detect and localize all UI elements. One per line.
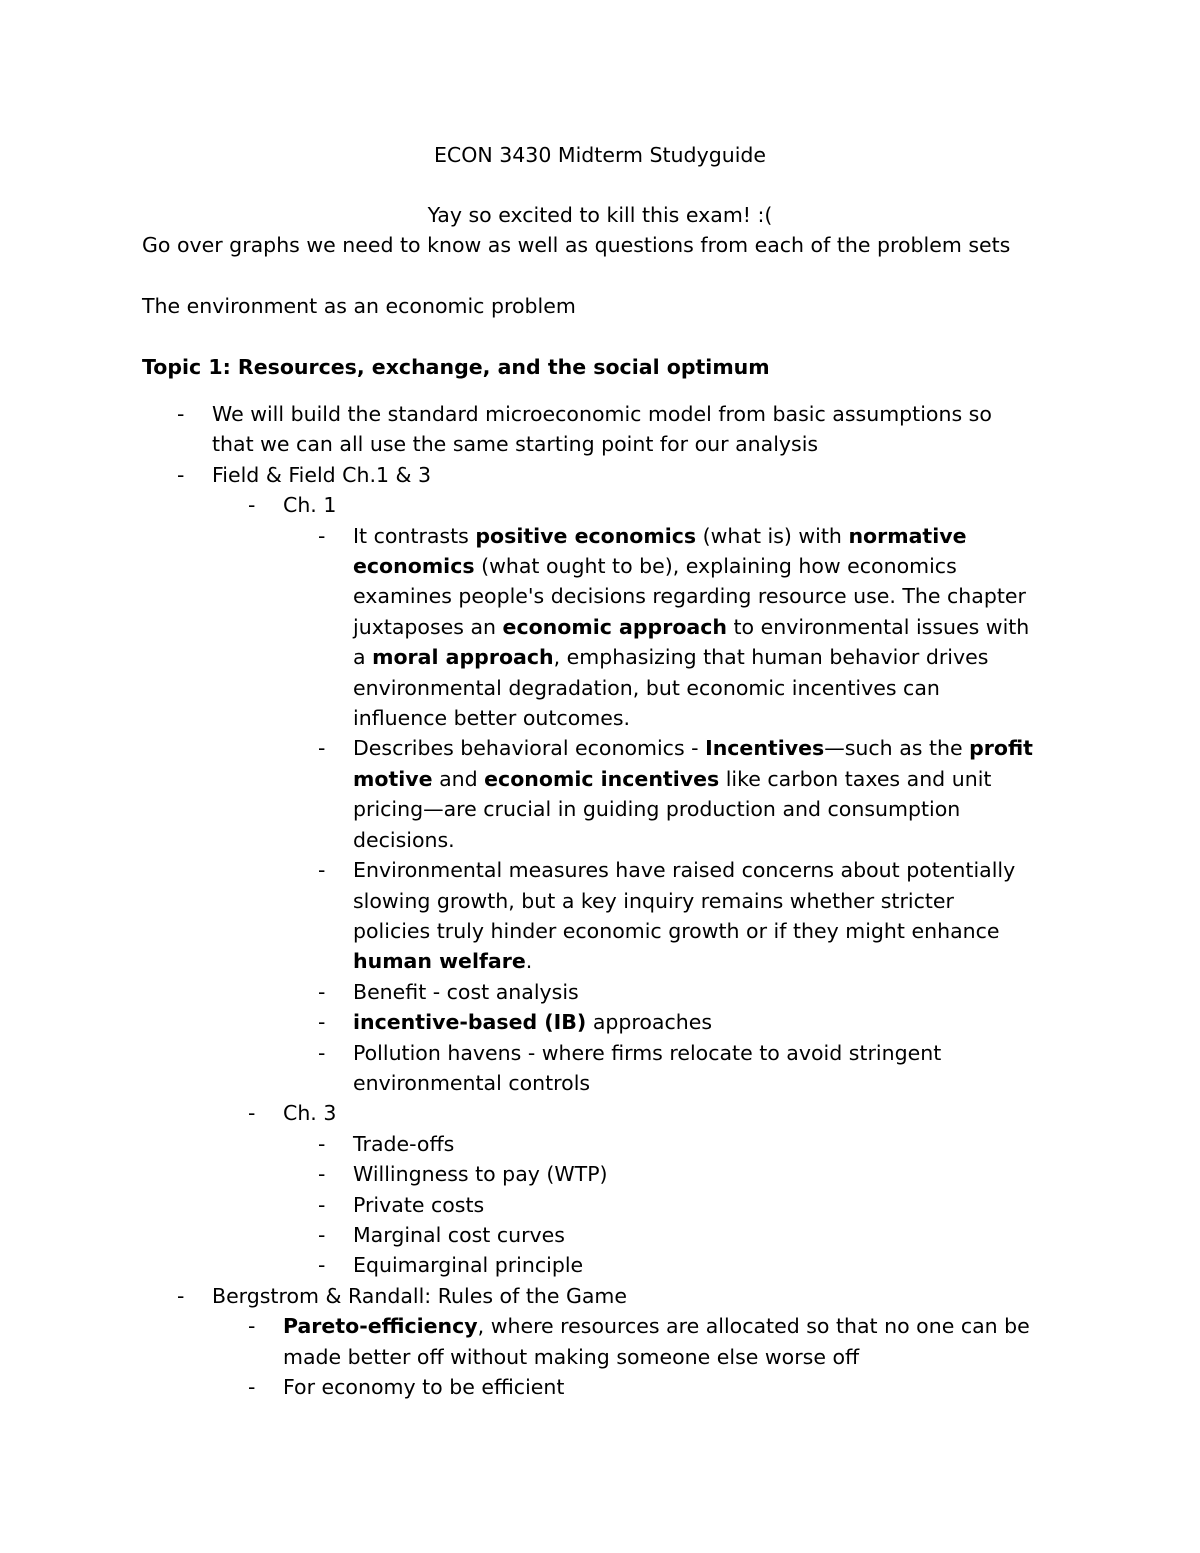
text-run: like carbon taxes and unit bbox=[719, 766, 992, 791]
bullet-dash: - bbox=[177, 462, 185, 487]
bullet-dash: - bbox=[248, 493, 256, 518]
list-item bbox=[0, 1372, 1200, 1402]
list-item-text: decisions. bbox=[353, 827, 455, 852]
text-run: , where resources are allocated so that no one can be bbox=[477, 1314, 1030, 1339]
bullet-dash: - bbox=[318, 1253, 326, 1278]
text-run: and bbox=[432, 766, 485, 791]
list-item bbox=[0, 1311, 1200, 1372]
bold-term: incentive-based (IB) bbox=[353, 1010, 587, 1035]
text-run: (what is) with bbox=[696, 523, 849, 548]
bullet-dash: - bbox=[318, 1010, 326, 1035]
list-item-text: examines people's decisions regarding resource use. The chapter bbox=[353, 584, 1026, 609]
list-item bbox=[0, 521, 1200, 734]
bold-term: Incentives bbox=[705, 736, 825, 761]
bold-term: moral approach bbox=[372, 645, 554, 670]
list-item bbox=[0, 977, 1200, 1007]
list-item bbox=[0, 1220, 1200, 1250]
intro-line: Yay so excited to kill this exam! :( bbox=[427, 203, 773, 227]
list-item-text: pricing—are crucial in guiding production and consumption bbox=[353, 797, 961, 822]
list-item-text: environmental controls bbox=[353, 1070, 591, 1095]
bold-term: positive economics bbox=[475, 523, 697, 548]
bold-term: motive bbox=[353, 766, 433, 791]
list-item bbox=[0, 1281, 1200, 1311]
bold-term: economics bbox=[353, 554, 475, 579]
list-item bbox=[0, 855, 1200, 977]
text-run: . bbox=[525, 949, 533, 974]
list-item-text: Private costs bbox=[353, 1192, 485, 1217]
list-item-text bbox=[353, 521, 1200, 551]
bold-term: normative bbox=[848, 523, 967, 548]
bullet-dash: - bbox=[318, 1192, 326, 1217]
list-item bbox=[0, 1129, 1200, 1159]
list-item-text: Bergstrom & Randall: Rules of the Game bbox=[212, 1283, 628, 1308]
bullet-dash: - bbox=[318, 523, 326, 548]
list-item-text: Trade-offs bbox=[353, 1131, 455, 1156]
bold-term: economic incentives bbox=[484, 766, 720, 791]
bullet-dash: - bbox=[177, 402, 185, 426]
list-item-text: Pollution havens - where firms relocate to avoid stringent bbox=[353, 1040, 942, 1065]
list-item-text: Equimarginal principle bbox=[353, 1253, 584, 1278]
list-item bbox=[0, 733, 1200, 855]
text-run: juxtaposes an bbox=[353, 614, 503, 639]
bold-term: human welfare bbox=[353, 949, 526, 974]
list-item-text: Marginal cost curves bbox=[353, 1222, 565, 1247]
intro-line: Go over graphs we need to know as well as questions from each of the problem sets bbox=[142, 233, 1011, 257]
list-item bbox=[0, 460, 1200, 490]
text-run: It contrasts bbox=[353, 523, 476, 548]
text-run: —such as the bbox=[824, 736, 970, 761]
bullet-dash: - bbox=[318, 1222, 326, 1247]
bullet-dash: - bbox=[248, 1314, 256, 1339]
list-item-text: Environmental measures have raised concerns about potentially bbox=[353, 858, 1016, 883]
list-item-text bbox=[353, 551, 1200, 581]
list-item bbox=[0, 1098, 1200, 1128]
list-item bbox=[0, 1159, 1200, 1189]
list-item-text bbox=[353, 764, 1200, 794]
list-item-text bbox=[353, 946, 1200, 976]
list-item-text: that we can all use the same starting point for our analysis bbox=[212, 432, 819, 457]
text-run: , emphasizing that human behavior drives bbox=[553, 645, 989, 670]
list-item-text: Willingness to pay (WTP) bbox=[353, 1162, 608, 1187]
list-item bbox=[0, 1190, 1200, 1220]
bullet-dash: - bbox=[248, 1375, 256, 1399]
text-run: approaches bbox=[586, 1010, 713, 1035]
document-title: ECON 3430 Midterm Studyguide bbox=[433, 143, 767, 167]
text-run: Describes behavioral economics - bbox=[353, 736, 706, 761]
bullet-dash: - bbox=[177, 1283, 185, 1308]
list-item-text bbox=[353, 733, 1200, 763]
list-item-text bbox=[353, 642, 1200, 672]
list-item bbox=[0, 1038, 1200, 1099]
list-item-text bbox=[283, 1311, 1200, 1341]
list-item-text: policies truly hinder economic growth or if they might enhance bbox=[353, 918, 1000, 943]
text-run: (what ought to be), explaining how economics bbox=[474, 554, 957, 579]
list-item-text: slowing growth, but a key inquiry remains whether stricter bbox=[353, 888, 954, 913]
bullet-dash: - bbox=[318, 1040, 326, 1065]
text-run: to environmental issues with bbox=[727, 614, 1030, 639]
topic-heading: Topic 1: Resources, exchange, and the social optimum bbox=[142, 355, 770, 379]
list-item bbox=[0, 1007, 1200, 1037]
list-item-text: Ch. 1 bbox=[283, 493, 337, 518]
bullet-dash: - bbox=[318, 979, 326, 1004]
list-item-text: For economy to be efficient bbox=[283, 1375, 565, 1399]
bullet-dash: - bbox=[318, 1162, 326, 1187]
list-item-text: Field & Field Ch.1 & 3 bbox=[212, 462, 432, 487]
list-item-text bbox=[353, 1007, 1200, 1037]
list-item-text: made better off without making someone else worse off bbox=[283, 1344, 860, 1369]
list-item bbox=[0, 1250, 1200, 1280]
section-label: The environment as an economic problem bbox=[142, 294, 576, 318]
list-item-text bbox=[353, 612, 1200, 642]
list-item bbox=[0, 399, 1200, 460]
list-item-text: influence better outcomes. bbox=[353, 706, 631, 731]
list-item-text: Ch. 3 bbox=[283, 1101, 337, 1126]
list-item-text: environmental degradation, but economic incentives can bbox=[353, 675, 940, 700]
text-run: a bbox=[353, 645, 373, 670]
bullet-dash: - bbox=[318, 736, 326, 761]
list-item-text: We will build the standard microeconomic model from basic assumptions so bbox=[212, 402, 992, 426]
list-item-text: Benefit - cost analysis bbox=[353, 979, 579, 1004]
list-item bbox=[0, 490, 1200, 520]
bullet-dash: - bbox=[318, 858, 326, 883]
bullet-dash: - bbox=[318, 1131, 326, 1156]
bold-term: profit bbox=[969, 736, 1033, 761]
bold-term: Pareto-efficiency bbox=[283, 1314, 478, 1339]
bold-term: economic approach bbox=[502, 614, 727, 639]
bullet-dash: - bbox=[248, 1101, 256, 1126]
outline-list bbox=[0, 399, 1200, 1402]
